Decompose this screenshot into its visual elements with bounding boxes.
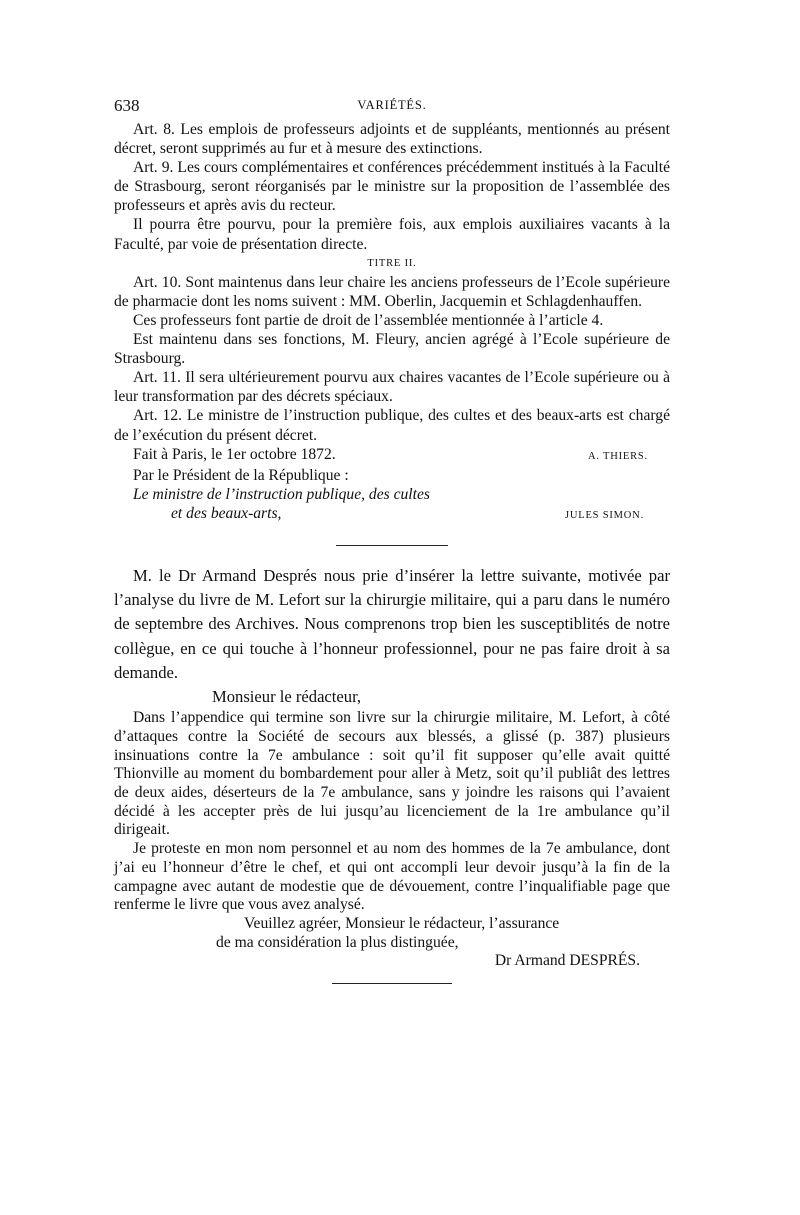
- article-9: Art. 9. Les cours complémentaires et conférences précédemment institués à la Faculté de Strasbourg, seront réorganisés par le ministre sur la proposition de l’assemblée des professeurs et après avis du recteur.: [114, 159, 670, 215]
- page-header: [114, 96, 670, 120]
- article-10-paragraph-2: Ces professeurs font partie de droit de l’assemblée mentionnée à l’article 4.: [133, 311, 604, 329]
- ministre-line-1: Le ministre de l’instruction publique, des cultes: [133, 485, 430, 503]
- article-8: Art. 8. Les emplois de professeurs adjoints et de suppléants, mentionnés au présent décret, seront supprimés au fur et à mesure des extinctions.: [114, 121, 670, 158]
- title-heading: TITRE II.: [367, 257, 417, 269]
- signatory-thiers: A. THIERS.: [587, 450, 648, 462]
- signatory-simon: JULES SIMON.: [564, 509, 644, 521]
- letter-signature: Dr Armand DESPRÉS.: [494, 952, 640, 970]
- letter-closing-1: Veuillez agréer, Monsieur le rédacteur, l’assurance: [244, 914, 560, 932]
- fait-a-paris: Fait à Paris, le 1er octobre 1872.: [133, 445, 336, 463]
- letter-salutation: Monsieur le rédacteur,: [212, 686, 362, 706]
- ministre-line-2-row: [114, 504, 670, 525]
- section-divider: [336, 545, 448, 546]
- article-12: Art. 12. Le ministre de l’instruction publique, des cultes et des beaux-arts est chargé de l’exécution du présent décret.: [114, 407, 670, 444]
- letter-body: [114, 709, 670, 971]
- book-page: [114, 96, 670, 984]
- letter-paragraph-1: Dans l’appendice qui termine son livre sur la chirurgie militaire, M. Lefort, à côté d’attaques contre la Société de secours aux blessés, a glissé (p. 387) plusieurs insinuations contre la 7e ambulance : soit qu’il fit supposer qu’elle avait quitté Thionville au moment du bombardement pour aller à Metz, soit qu’il publiât des lettres de deux aides, déserteurs de la 7e ambulance, sans y joindre les raisons qui l’avaient décidé à les accepter près de lui jusqu’au licenciement de la 1re ambulance qu’il dirigeait.: [114, 709, 670, 839]
- editorial-intro: [114, 564, 670, 709]
- letter-paragraph-2: Je proteste en mon nom personnel et au nom des hommes de la 7e ambulance, dont j’ai eu l’honneur d’être le chef, et qui ont accompli leur devoir jusqu’à la fin de la campagne avec autant de modestie que de dévouement, contre l’inqualifiable page que renferme le livre que vous avez analysé.: [114, 840, 670, 914]
- article-10-paragraph-3: Est maintenu dans ses fonctions, M. Fleury, ancien agrégé à l’Ecole supérieure de Strasbourg.: [114, 331, 670, 368]
- running-head: VARIÉTÉS.: [357, 98, 427, 112]
- article-9-continuation: Il pourra être pourvu, pour la première fois, aux emplois auxiliaires vacants à la Faculté, par voie de présentation directe.: [114, 216, 670, 253]
- decree-section: [114, 120, 670, 525]
- ministre-line-2: et des beaux-arts,: [171, 504, 282, 522]
- article-10: Art. 10. Sont maintenus dans leur chaire les anciens professeurs de l’Ecole supérieure de pharmacie dont les noms suivent : MM. Oberlin, Jacquemin et Schlagdenhauffen.: [114, 273, 670, 310]
- end-divider: [332, 983, 452, 984]
- dated-line: [114, 445, 670, 466]
- par-le-president: Par le Président de la République :: [133, 466, 349, 484]
- page-number: 638: [114, 96, 140, 115]
- letter-closing-2: de ma considération la plus distinguée,: [216, 933, 459, 951]
- article-11: Art. 11. Il sera ultérieurement pourvu aux chaires vacantes de l’Ecole supérieure ou à leur transformation par des décrets spéciaux.: [114, 369, 670, 406]
- intro-paragraph: M. le Dr Armand Després nous prie d’insérer la lettre suivante, motivée par l’analyse du livre de M. Lefort sur la chirurgie militaire, qui a paru dans le numéro de septembre des Archives. Nous comprenons trop bien les susceptiblités de notre collègue, en ce qui touche à l’honneur professionnel, pour ne pas faire droit à sa demande.: [114, 565, 670, 682]
